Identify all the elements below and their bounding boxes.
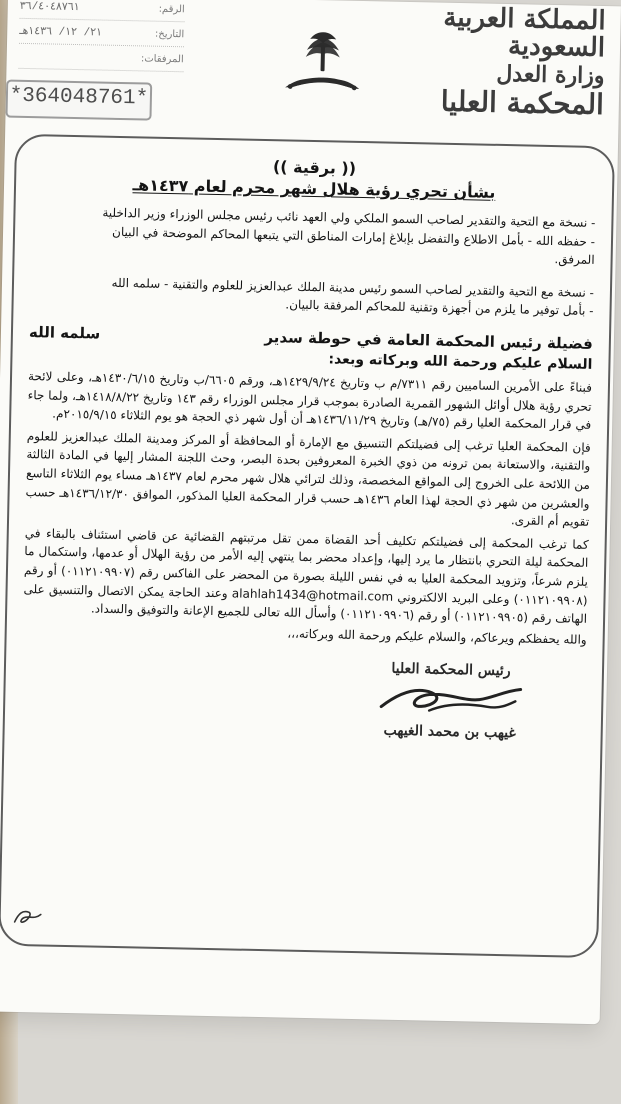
reference-block — [18, 0, 185, 72]
copy-line-5: - بأمل توفير ما يلزم من أجهزة وتقنية للمحاكم المرفقة بالبيان. — [285, 297, 594, 319]
copy-line-3: المرفق. — [554, 252, 595, 268]
letterhead — [399, 4, 606, 119]
paragraph-2: فإن المحكمة العليا ترغب إلى فضيلتكم التنسيق مع الإمارة أو المحافظة أو المركز ومدينة الملك عبدالعزيز للعلوم والتقنية، والاستعانة بمن ترونه من ذوي الخبرة المعروفين بحدة البصر، وحث اللجنة المشار إليها في المادة الثالثة من اللائحة على الخروج إلى المواقع المخصصة، وذلك لترائي هلال شهر محرم لعام ١٤٣٧هـ مساء يوم الثلاثاء التاسع والعشرين من شهر ذي الحجة لهذا العام ١٤٣٦هـ حسب قرار المحكمة العليا المذكور، الموافق ١٤٣٦/١٢/٣٠هـ حسب تقويم أم القرى. — [25, 428, 591, 529]
copy-line-1: - نسخة مع التحية والتقدير لصاحب السمو الملكي ولي العهد نائب رئيس مجلس الوزراء وزير الداخلية — [102, 205, 596, 230]
copy-line-2: - حفظه الله - بأمل الاطلاع والتفضل بإبلاغ إمارات المناطق التي يتبعها المحاكم الموضحة في البيان — [111, 224, 596, 249]
copy-block-2 — [29, 272, 594, 321]
kingdom-title: المملكة العربية السعودية — [443, 2, 606, 64]
reference-number: ٣٦/٤٠٤٨٧٦١ — [19, 0, 80, 15]
barcode-text: *364048761* — [5, 80, 152, 121]
barqiya-heading: (( برقية )) — [272, 157, 357, 178]
greeting-line: السلام عليكم ورحمة الله وبركاته وبعد: — [328, 351, 593, 373]
ministry-title: وزارة العدل — [496, 60, 605, 89]
copy-line-4: - نسخة مع التحية والتقدير لصاحب السمو رئيس مدينة الملك عبدالعزيز للعلوم والتقنية - سلمه الله — [111, 275, 595, 300]
date-label: التاريخ: — [154, 28, 185, 40]
date-line — [19, 19, 184, 47]
court-title: المحكمة العليا — [440, 84, 605, 121]
signature-block — [355, 660, 547, 742]
letter-frame — [0, 134, 615, 958]
paragraph-1: فبناءً على الأمرين الساميين رقم ٧٣١١/م ب وتاريخ ١٤٢٩/٩/٢٤هـ، ورقم ٦٦٠٥/ب وتاريخ ١٤٣٠/٦/١٥هـ، وعلى لائحة تحري رؤية هلال أوائل الشهور القمرية الصادرة بموجب قرار مجلس الوزراء رقم ١٤٣ وتاريخ ١٤١٨/٨/٢٢هـ، ولما جاء في قرار المحكمة العليا رقم (٧٥/هـ) وتاريخ ١٤٣٦/١١/٢٩هـ أن أول شهر ذي الحجة هو يوم الثلاثاء ٢٠١٥/٩/١٥م. — [27, 369, 593, 433]
reference-label: الرقم: — [158, 3, 185, 15]
copy-block-1 — [31, 202, 596, 270]
date-value: ٢١/ ١٢/ ١٤٣٦هـ — [19, 25, 103, 40]
margin-scrawl-icon — [10, 904, 45, 931]
attachments-line — [18, 44, 183, 72]
palm-swords-emblem-icon — [281, 21, 365, 101]
attachments-label: المرفقات: — [140, 52, 184, 65]
subject-heading: بشأن تحري رؤية هلال شهر محرم لعام ١٤٣٧هـ — [132, 175, 496, 202]
address-to: فضيلة رئيس المحكمة العامة في حوطة سدير — [264, 327, 594, 353]
signature-title: رئيس المحكمة العليا — [391, 661, 511, 680]
closing-line: والله يحفظكم ويرعاكم، والسلام عليكم ورحمة الله وبركاته،،، — [287, 626, 587, 647]
address-salutation: سلمه الله — [28, 323, 101, 343]
signature-name: غيهب بن محمد الغيهب — [383, 722, 516, 742]
signature-mark-icon — [375, 679, 526, 722]
paragraph-3: كما ترغب المحكمة إلى فضيلتكم تكليف أحد القضاة ممن تقل مرتبتهم القضائية عن قاضي استئناف بالبقاء في المحكمة ليلة التحري بانتظار ما يرد إليها، وإعداد محضر بما ينتهي إليه الأمر من رؤية الهلال أو عدمها، واستكمال ما يلزم شرعاً، وتزويد المحكمة العليا به في نفس الليلة بصورة من المحضر على الفاكس رقم (٠١١٢١٠٩٩٠٧) أو رقم (٠١١٢١٠٩٩٠٨) وعلى البريد الالكتروني alahlah1434@hotmail.com وعند الحاجة يمكن الاتصال والتنسيق على الهاتف رقم (٠١١٢١٠٩٩٠٥) أو رقم (٠١١٢١٠٩٩٠٦) وأسأل الله تعالى للجميع الإعانة والتوفيق والسداد. — [23, 525, 589, 626]
